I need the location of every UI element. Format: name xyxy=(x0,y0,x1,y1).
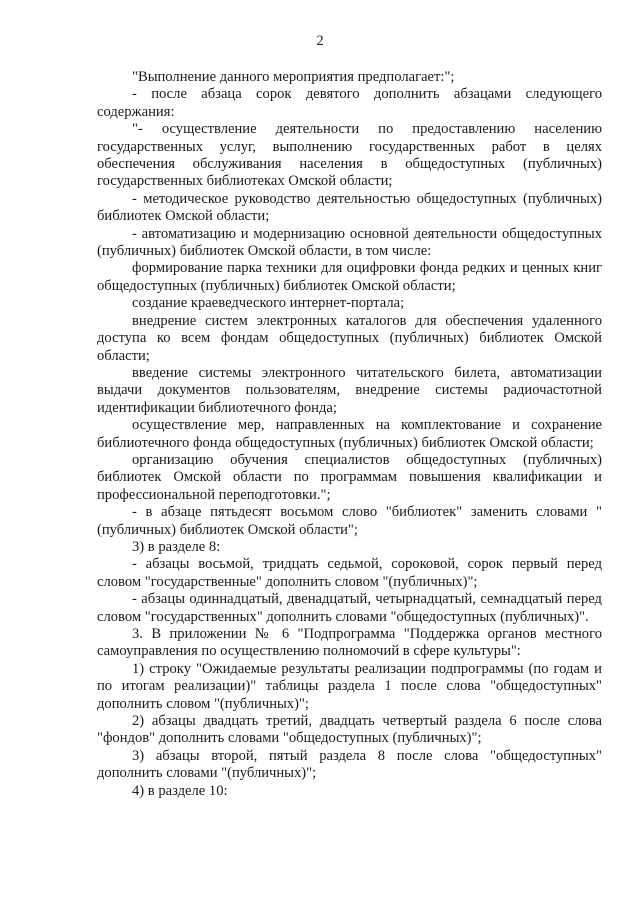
paragraph-fund: осуществление мер, направленных на комплектование и сохранение библиотечного фонда общедоступных (публичных) библиотек Омской области; xyxy=(97,417,602,451)
paragraph-section-8: 3) в разделе 8: xyxy=(132,538,221,555)
document-body xyxy=(97,69,602,800)
paragraph-item-4: 4) в разделе 10: xyxy=(132,782,228,799)
paragraph-portal: создание краеведческого интернет-портала; xyxy=(132,295,405,312)
paragraph-section-8-b: - абзацы одиннадцатый, двенадцатый, четырнадцатый, семнадцатый перед словом "государственных" дополнить словами "общедоступных (публичных)". xyxy=(97,591,602,625)
paragraph-section-8-a: - абзацы восьмой, тридцать седьмой, сороковой, сорок первый перед словом "государственные" дополнить словом "(публичных)"; xyxy=(97,556,602,590)
paragraph-digitization: формирование парка техники для оцифровки фонда редких и ценных книг общедоступных (публичных) библиотек Омской области; xyxy=(97,260,602,294)
paragraph-58: - в абзаце пятьдесят восьмом слово "библиотек" заменить словами "(публичных) библиотек Омской области"; xyxy=(97,504,602,538)
paragraph-intro-quote: "Выполнение данного мероприятия предполагает:"; xyxy=(132,69,455,85)
paragraph-training: организацию обучения специалистов общедоступных (публичных) библиотек Омской области по программам повышения квалификации и профессиональной переподготовки."; xyxy=(97,451,602,503)
paragraph-automation: - автоматизацию и модернизацию основной деятельности общедоступных (публичных) библиотек Омской области, в том числе: xyxy=(97,225,602,260)
paragraph-after-49: - после абзаца сорок девятого дополнить абзацами следующего содержания: xyxy=(97,86,602,120)
page-number: 2 xyxy=(316,33,324,49)
paragraph-item-1: 1) строку "Ожидаемые результаты реализации подпрограммы (по годам и по итогам реализации)" таблицы раздела 1 после слова "общедоступных" дополнить словом "(публичных)"; xyxy=(97,660,602,712)
paragraph-catalogs: внедрение систем электронных каталогов для обеспечения удаленного доступа ко всем фондам общедоступных (публичных) библиотек Омской области; xyxy=(97,312,602,364)
paragraph-reader-ticket: введение системы электронного читательского билета, автоматизации выдачи документов пользователям, внедрение системы радиочастотной идентификации библиотечного фонда; xyxy=(97,364,602,416)
paragraph-item-2: 2) абзацы двадцать третий, двадцать четвертый раздела 6 после слова "фондов" дополнить словами "общедоступных (публичных)"; xyxy=(97,713,602,747)
paragraph-state-services: "- осуществление деятельности по предоставлению населению государственных услуг, выполнению государственных работ в целях обеспечения обслуживания населения в общедоступных (публичных) государственных библиотеках Омской области; xyxy=(97,121,602,190)
paragraph-item-3: 3) абзацы второй, пятый раздела 8 после слова "общедоступных" дополнить словами "(публичных)"; xyxy=(97,747,602,782)
paragraph-methodical: - методическое руководство деятельностью общедоступных (публичных) библиотек Омской области; xyxy=(97,190,602,225)
paragraph-appendix-6: 3. В приложении № 6 "Подпрограмма "Поддержка органов местного самоуправления по осуществлению полномочий в сфере культуры": xyxy=(97,626,602,660)
